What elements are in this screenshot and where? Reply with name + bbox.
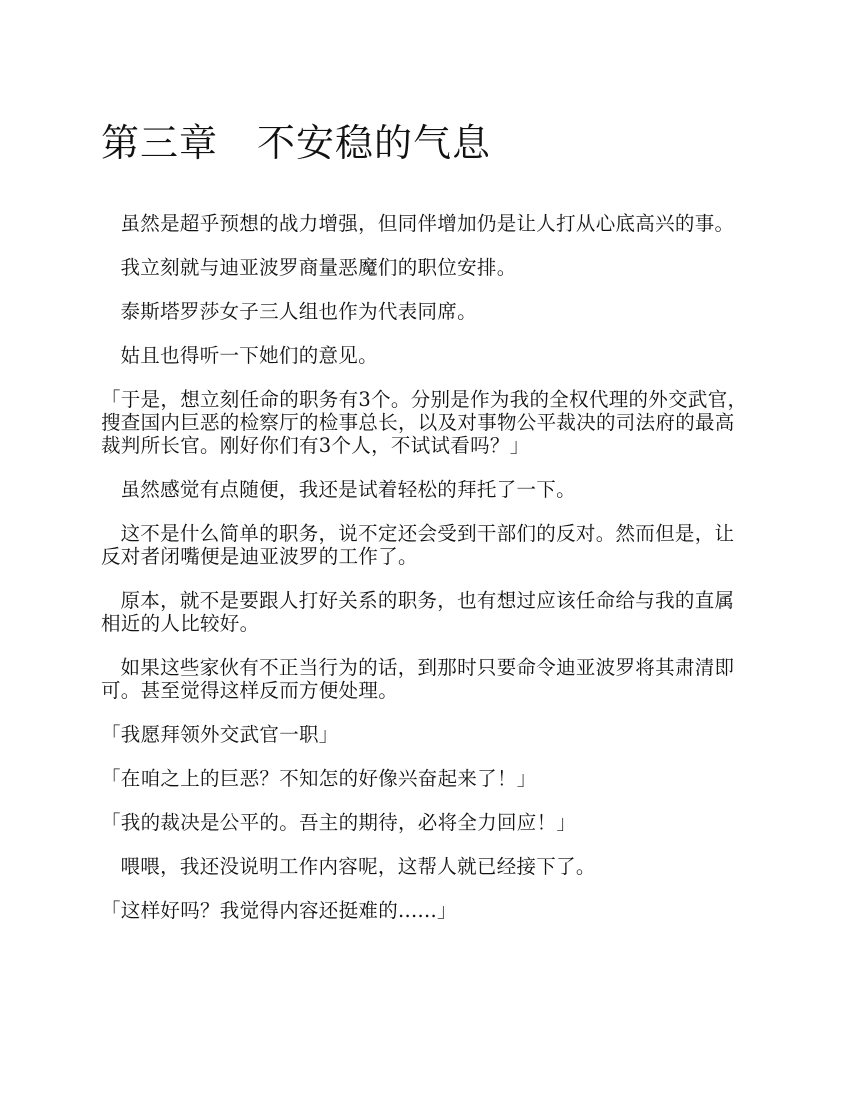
dialogue-paragraph: 「我的裁决是公平的。吾主的期待，必将全力回应！」 xyxy=(101,811,577,834)
page-body xyxy=(101,118,749,943)
dialogue-paragraph: 「这样好吗？我觉得内容还挺难的......」 xyxy=(101,899,457,922)
narration-paragraph: 姑且也得听一下她们的意见。 xyxy=(120,344,378,367)
dialogue-paragraph: 「于是，想立刻任命的职务有3个。分别是作为我的全权代理的外交武官，搜查国内巨恶的检察厅的检事总长，以及对事物公平裁决的司法府的最高裁判所长官。刚好你们有3个人，不试试看吗？」 xyxy=(101,388,748,457)
narration-paragraph: 虽然感觉有点随便，我还是试着轻松的拜托了一下。 xyxy=(120,478,576,501)
paragraph-list xyxy=(101,212,749,922)
narration-paragraph: 如果这些家伙有不正当行为的话，到那时只要命令迪亚波罗将其肃清即可。甚至觉得这样反而方便处理。 xyxy=(101,656,735,702)
narration-paragraph: 虽然是超乎预想的战力增强，但同伴增加仍是让人打从心底高兴的事。 xyxy=(120,212,735,235)
dialogue-paragraph: 「我愿拜领外交武官一职」 xyxy=(101,723,339,746)
narration-paragraph: 这不是什么简单的职务，说不定还会受到干部们的反对。然而但是，让反对者闭嘴便是迪亚波罗的工作了。 xyxy=(101,522,735,568)
narration-paragraph: 原本，就不是要跟人打好关系的职务，也有想过应该任命给与我的直属相近的人比较好。 xyxy=(101,589,735,635)
chapter-title: 第三章 不安稳的气息 xyxy=(101,121,492,165)
narration-paragraph: 喂喂，我还没说明工作内容呢，这帮人就已经接下了。 xyxy=(120,855,596,878)
dialogue-paragraph: 「在咱之上的巨恶？不知怎的好像兴奋起来了！」 xyxy=(101,767,537,790)
narration-paragraph: 泰斯塔罗莎女子三人组也作为代表同席。 xyxy=(120,300,477,323)
narration-paragraph: 我立刻就与迪亚波罗商量恶魔们的职位安排。 xyxy=(120,256,517,279)
